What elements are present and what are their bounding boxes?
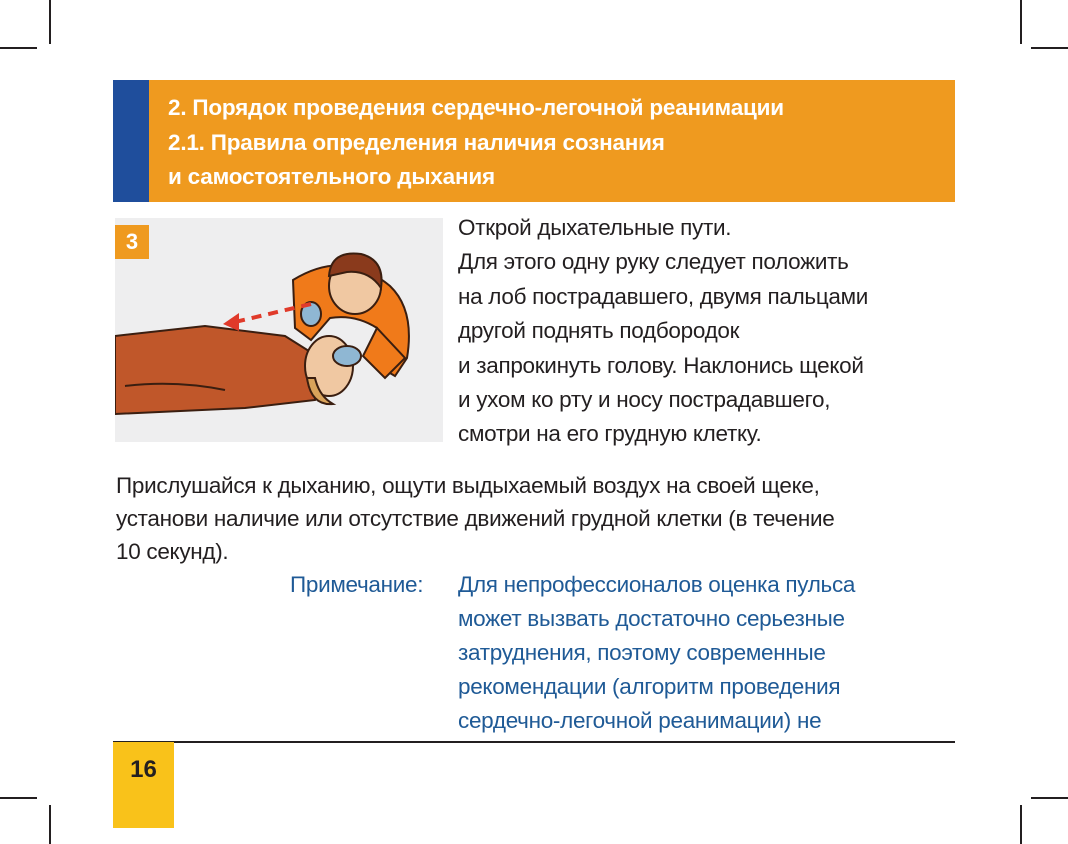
crop-mark: [0, 797, 37, 799]
header-blue-stripe: [113, 80, 149, 202]
step-line: Для этого одну руку следует положить: [458, 249, 849, 275]
note-line: затруднения, поэтому современные: [458, 640, 826, 665]
body-paragraph: [116, 469, 956, 568]
step-line: смотри на его грудную клетку.: [458, 421, 762, 447]
page-number: 16: [113, 742, 174, 828]
crop-mark: [49, 805, 51, 844]
step-line: и запрокинуть голову. Наклонись щекой: [458, 352, 864, 378]
crop-mark: [1031, 797, 1068, 799]
step-line: на лоб пострадавшего, двумя пальцами: [458, 283, 869, 309]
step-number-badge: 3: [115, 225, 149, 259]
heading-line-2: 2.1. Правила определения наличия сознания: [168, 129, 665, 155]
crop-mark: [49, 0, 51, 44]
note-line: может вызвать достаточно серьезные: [458, 606, 845, 631]
heading-line-3: и самостоятельного дыхания: [168, 164, 495, 189]
body-line: 10 секунд).: [116, 539, 229, 564]
footer-divider: [113, 741, 955, 743]
note-line: рекомендации (алгоритм проведения: [458, 674, 841, 699]
body-line: Прислушайся к дыханию, ощути выдыхаемый воздух на своей щеке,: [116, 473, 820, 498]
note-line: Для непрофессионалов оценка пульса: [458, 572, 856, 597]
crop-mark: [0, 47, 37, 49]
note-body: [458, 568, 958, 738]
heading-line-1: 2. Порядок проведения сердечно-легочной реанимации: [168, 95, 784, 120]
crop-mark: [1020, 0, 1022, 44]
airway-illustration: [115, 218, 443, 442]
step-line: и ухом ко рту и носу пострадавшего,: [458, 387, 831, 413]
note-label: Примечание:: [290, 572, 424, 597]
step-instructions: [458, 211, 958, 452]
step-line: Открой дыхательные пути.: [458, 215, 732, 240]
note-line: сердечно-легочной реанимации) не: [458, 708, 822, 733]
rescuer-opening-airway-icon: [115, 218, 443, 442]
section-heading: [168, 91, 948, 195]
step-line: другой поднять подбородок: [458, 318, 740, 344]
crop-mark: [1020, 805, 1022, 844]
crop-mark: [1031, 47, 1068, 49]
body-line: установи наличие или отсутствие движений грудной клетки (в течение: [116, 506, 835, 531]
